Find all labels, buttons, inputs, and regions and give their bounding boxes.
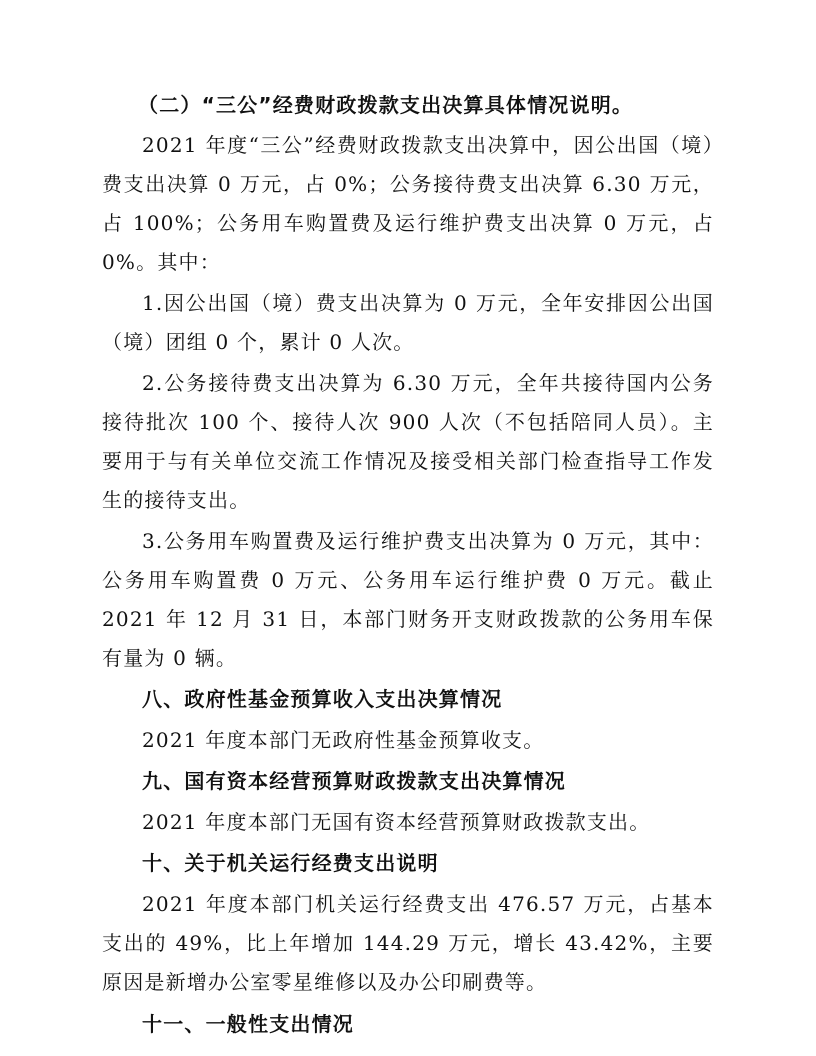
paragraph-sangong-summary: 2021 年度“三公”经费财政拨款支出决算中，因公出国（境）费支出决算 0 万元，占 0%；公务接待费支出决算 6.30 万元，占 100%；公务用车购置费及运行维护费支出决算 0 万元，占 0%。其中： bbox=[102, 133, 714, 274]
paragraph-overseas-travel: 1.因公出国（境）费支出决算为 0 万元，全年安排因公出国（境）团组 0 个，累计 0 人次。 bbox=[102, 291, 714, 354]
paragraph-operating-expenses: 2021 年度本部门机关运行经费支出 476.57 万元，占基本支出的 49%，比上年增加 144.29 万元，增长 43.42%，主要原因是新增办公室零星维修以及办公印刷费等。 bbox=[102, 892, 714, 994]
paragraph-state-capital: 2021 年度本部门无国有资本经营预算财政拨款支出。 bbox=[142, 810, 651, 834]
section-heading-sangong-details: （二）“三公”经费财政拨款支出决算具体情况说明。 bbox=[138, 93, 634, 117]
paragraph-official-reception: 2.公务接待费支出决算为 6.30 万元，全年共接待国内公务接待批次 100 个、接待人次 900 人次（不包括陪同人员）。主要用于与有关单位交流工作情况及接受相关部门检查指导工作发生的接待支出。 bbox=[102, 371, 714, 512]
section-heading-operating-expenses: 十、关于机关运行经费支出说明 bbox=[142, 851, 439, 875]
paragraph-official-vehicles: 3.公务用车购置费及运行维护费支出决算为 0 万元，其中：公务用车购置费 0 万元、公务用车运行维护费 0 万元。截止 2021 年 12 月 31 日，本部门财务开支财政拨款的公务用车保有量为 0 辆。 bbox=[102, 529, 714, 670]
paragraph-government-fund: 2021 年度本部门无政府性基金预算收支。 bbox=[142, 728, 545, 752]
section-heading-government-fund: 八、政府性基金预算收入支出决算情况 bbox=[142, 687, 503, 711]
document-body bbox=[102, 86, 714, 1044]
section-heading-general-expenditure: 十一、一般性支出情况 bbox=[142, 1012, 354, 1036]
section-heading-state-capital: 九、国有资本经营预算财政拨款支出决算情况 bbox=[142, 769, 566, 793]
